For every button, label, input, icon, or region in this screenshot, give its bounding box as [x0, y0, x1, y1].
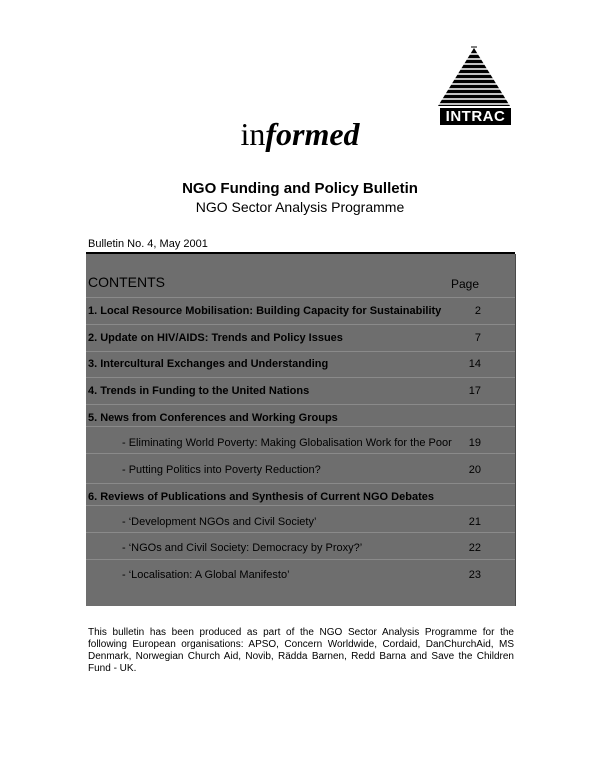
row-divider	[86, 324, 515, 325]
row-divider	[86, 559, 515, 560]
contents-subitem-6b[interactable]: - ‘NGOs and Civil Society: Democracy by Proxy?’	[122, 542, 363, 554]
contents-page-6b: 22	[468, 542, 481, 554]
intrac-logo-text: INTRAC	[440, 108, 511, 125]
row-divider	[86, 426, 515, 427]
contents-heading: CONTENTS	[88, 274, 165, 290]
masthead	[0, 116, 600, 153]
contents-page-1: 2	[474, 305, 481, 317]
contents-page-6c: 23	[468, 569, 481, 581]
contents-item-2[interactable]: 2. Update on HIV/AIDS: Trends and Policy Issues	[88, 332, 343, 344]
bulletin-subtitle: NGO Sector Analysis Programme	[195, 199, 405, 215]
contents-subitem-6c[interactable]: - ‘Localisation: A Global Manifesto’	[122, 569, 290, 581]
contents-page-5a: 19	[468, 437, 481, 449]
row-divider	[86, 297, 515, 298]
row-divider	[86, 483, 515, 484]
contents-page-6a: 21	[468, 516, 481, 528]
contents-page-5b: 20	[468, 464, 481, 476]
contents-subitem-6a[interactable]: - ‘Development NGOs and Civil Society’	[122, 516, 317, 528]
contents-item-4[interactable]: 4. Trends in Funding to the United Nations	[88, 385, 310, 397]
contents-item-3[interactable]: 3. Intercultural Exchanges and Understanding	[88, 358, 329, 370]
contents-page-2: 7	[474, 332, 481, 344]
contents-subitem-5b[interactable]: - Putting Politics into Poverty Reduction?	[122, 464, 321, 476]
row-divider	[86, 505, 515, 506]
contents-item-1[interactable]: 1. Local Resource Mobilisation: Building Capacity for Sustainability	[88, 305, 442, 317]
row-divider	[86, 351, 515, 352]
contents-page-4: 17	[468, 385, 481, 397]
contents-subitem-5a[interactable]: - Eliminating World Poverty: Making Globalisation Work for the Poor	[122, 437, 452, 449]
contents-item-6[interactable]: 6. Reviews of Publications and Synthesis of Current NGO Debates	[88, 491, 434, 503]
masthead-light: in	[240, 116, 266, 152]
bulletin-number: Bulletin No. 4, May 2001	[88, 238, 208, 250]
bulletin-title: NGO Funding and Policy Bulletin	[182, 180, 418, 197]
contents-box	[86, 254, 516, 606]
page-column-heading: Page	[450, 277, 479, 291]
row-divider	[86, 453, 515, 454]
contents-item-5[interactable]: 5. News from Conferences and Working Groups	[88, 412, 338, 424]
contents-page-3: 14	[468, 358, 481, 370]
row-divider	[86, 377, 515, 378]
row-divider	[86, 404, 515, 405]
footer-note: This bulletin has been produced as part of the NGO Sector Analysis Programme for the following European organisations: APSO, Concern Worldwide, Cordaid, DanChurchAid, MS Denmark, Norwegian Church Aid, Novib, Rädda Barnen, Redd Barna and Save the Children Fund - UK.	[88, 627, 514, 674]
row-divider	[86, 532, 515, 533]
masthead-bold: formed	[265, 116, 360, 152]
